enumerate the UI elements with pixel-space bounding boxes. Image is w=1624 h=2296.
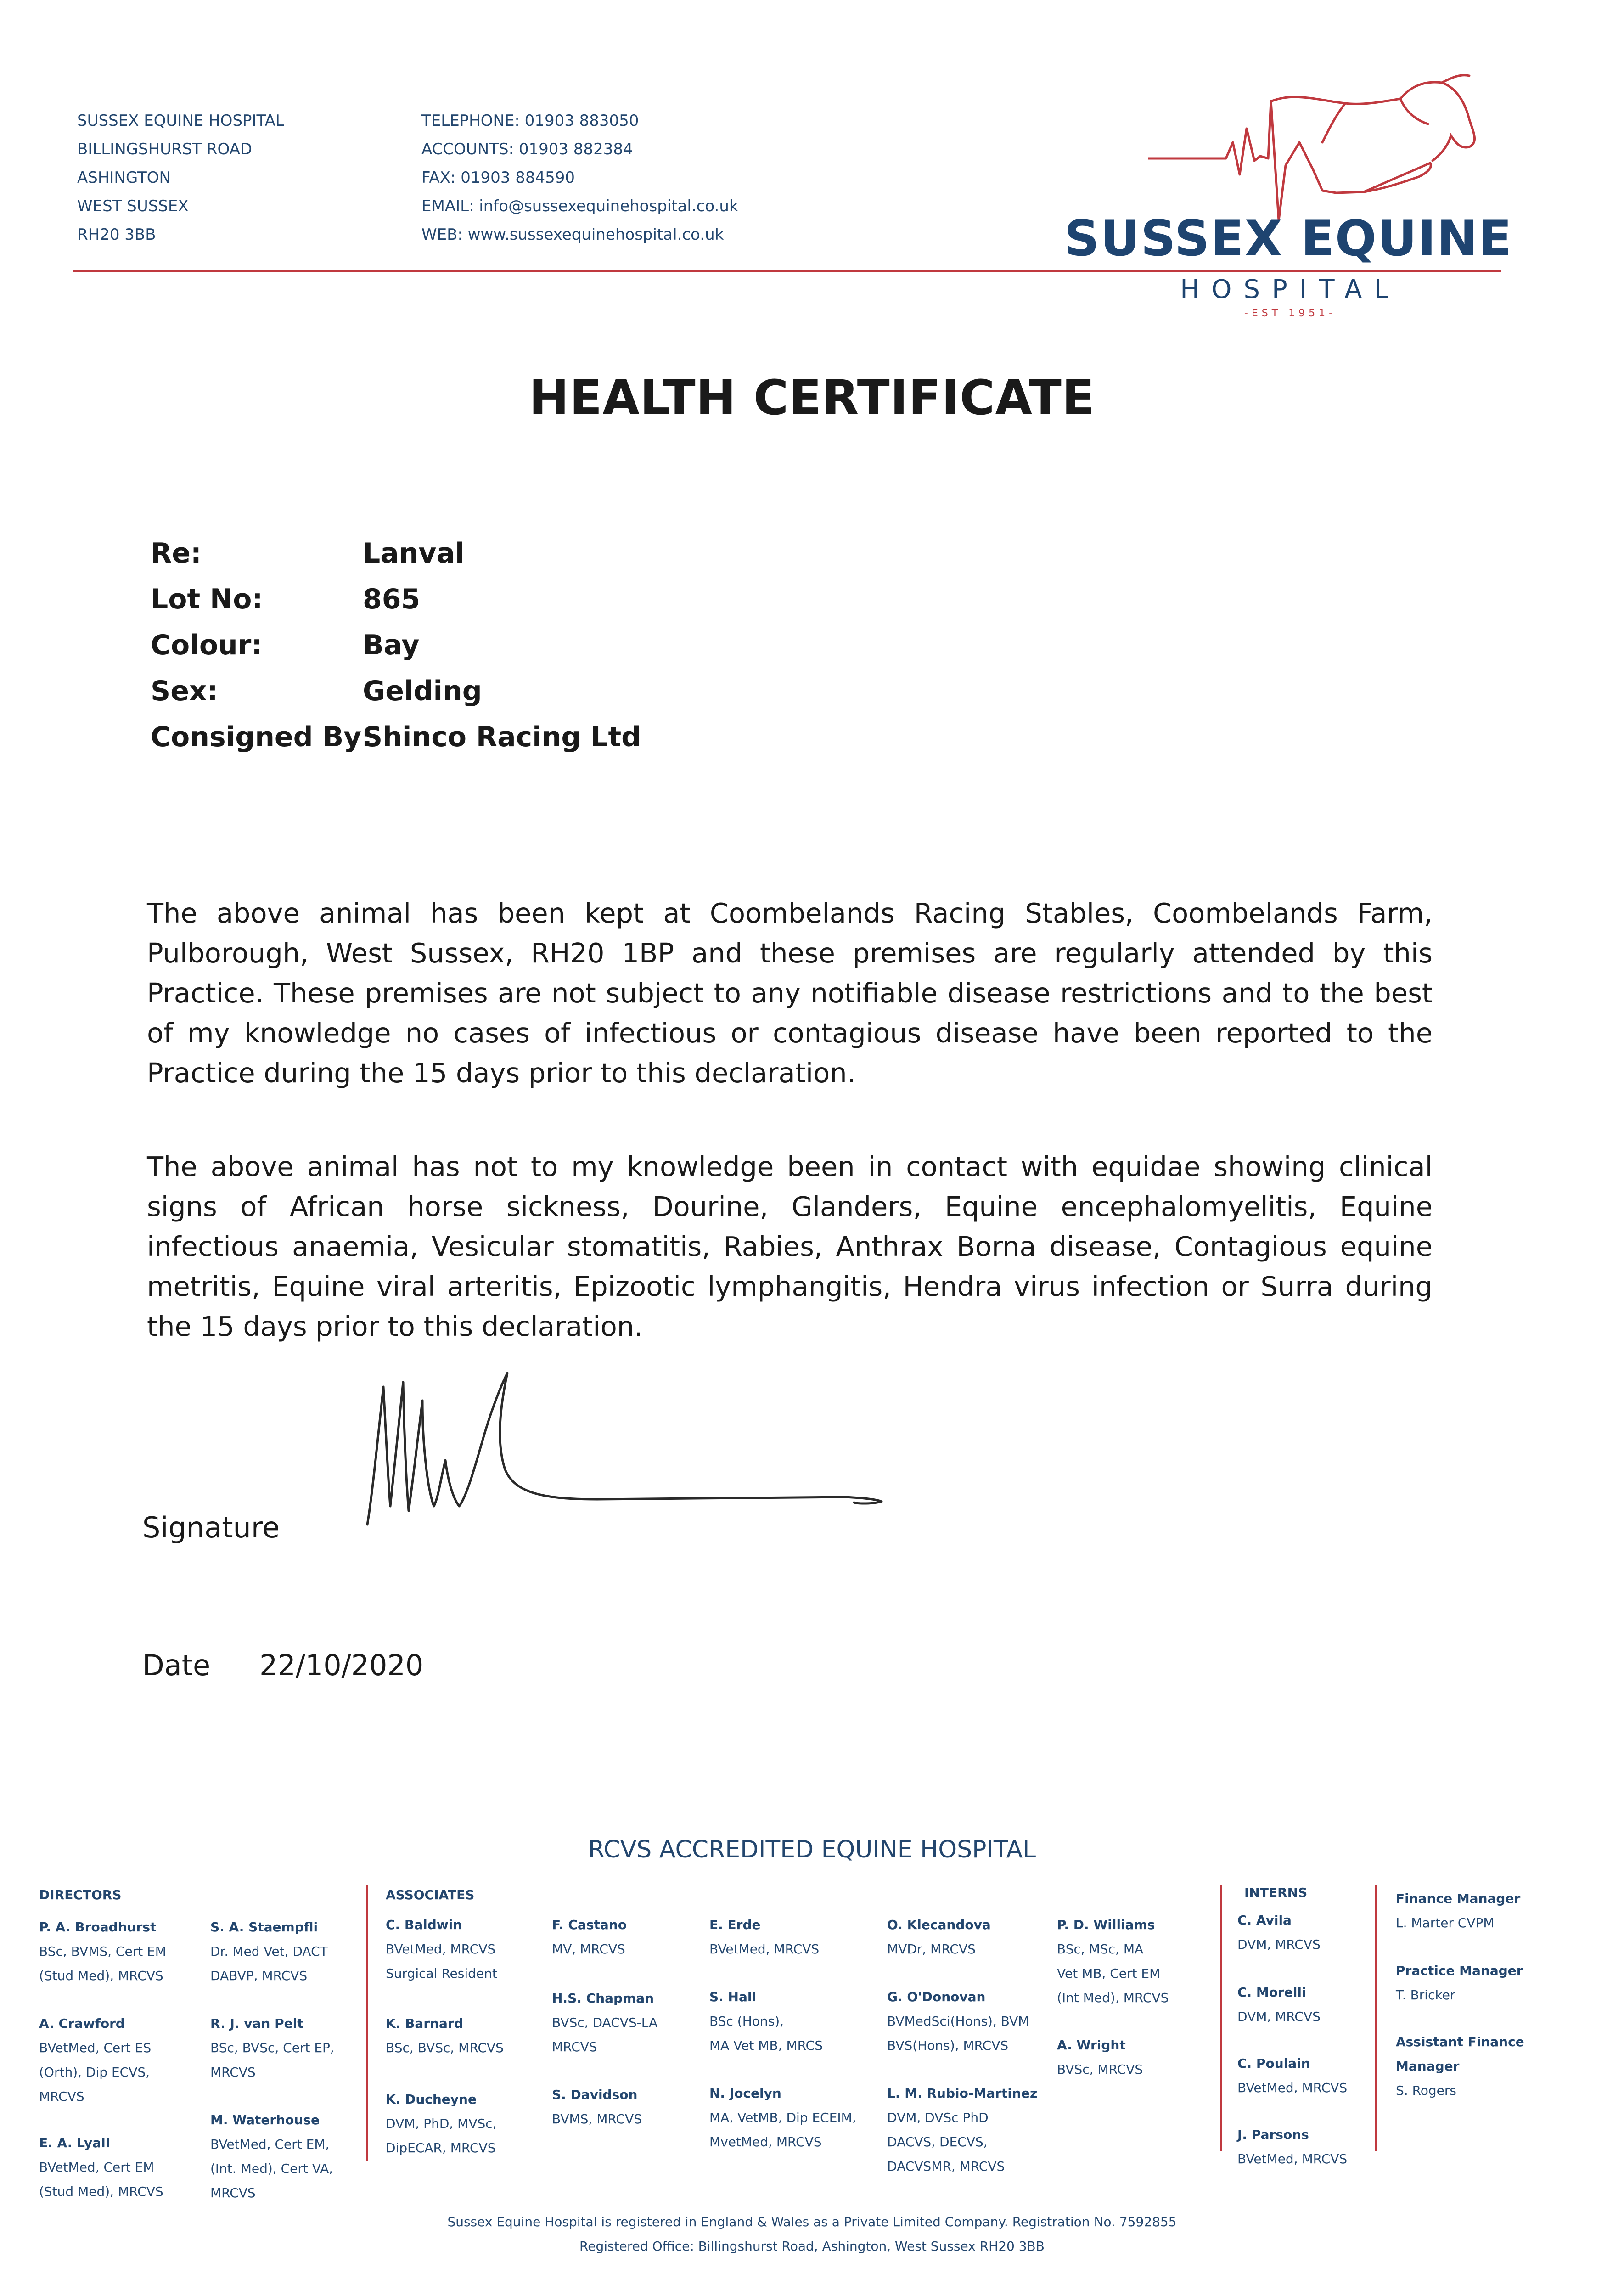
staff-quals: BVSc, DACVS-LA MRCVS (552, 2015, 658, 2054)
email-link[interactable]: EMAIL: info@sussexequinehospital.co.uk (421, 197, 738, 215)
logo-established: -EST 1951- (1244, 308, 1337, 319)
staff-name: P. A. Broadhurst (39, 1919, 157, 1935)
interns-heading: INTERNS (1244, 1885, 1308, 1900)
staff-entry (1237, 1980, 1321, 2029)
address-block (77, 107, 284, 249)
footer-divider (366, 1885, 368, 2161)
field-label: Re: (151, 537, 202, 569)
staff-person: S. Rogers (1396, 2083, 1457, 2098)
staff-person: T. Bricker (1396, 1987, 1455, 2003)
staff-quals: DVM, MRCVS (1237, 1937, 1321, 1952)
staff-entry (709, 1913, 819, 1961)
staff-quals: BVetMed, Cert ES (Orth), Dip ECVS, MRCVS (39, 2040, 152, 2104)
address-line: BILLINGSHURST ROAD (77, 140, 253, 158)
field-value: Gelding (363, 675, 482, 707)
fax: FAX: 01903 884590 (421, 169, 575, 187)
staff-entry (887, 1913, 991, 1961)
staff-name: N. Jocelyn (709, 2086, 781, 2101)
footer-divider (1220, 1885, 1222, 2151)
staff-entry (552, 1986, 657, 2059)
registration-note: Sussex Equine Hospital is registered in England & Wales as a Private Limited Company. Registration No. 7592855 (447, 2214, 1177, 2229)
field-label: Lot No: (151, 583, 263, 615)
staff-name: F. Castano (552, 1917, 627, 1932)
logo-title: SUSSEX EQUINE (1064, 210, 1513, 267)
staff-role: Finance Manager (1396, 1891, 1521, 1906)
staff-quals: BSc, BVSc, Cert EP, MRCVS (210, 2040, 334, 2080)
staff-entry (887, 2081, 1037, 2178)
staff-entry (709, 1985, 823, 2058)
field-value: 865 (363, 583, 421, 615)
handwritten-signature (349, 1359, 909, 1543)
staff-quals: BVetMed, MRCVS (1237, 2151, 1348, 2167)
address-line: RH20 3BB (77, 225, 156, 244)
footer-divider (1375, 1885, 1377, 2151)
staff-name: S. Davidson (552, 2087, 638, 2102)
staff-name: S. Hall (709, 1989, 757, 2004)
staff-name: G. O'Donovan (887, 1989, 986, 2004)
staff-entry (1057, 2033, 1143, 2082)
staff-name: L. M. Rubio-Martinez (887, 2086, 1038, 2101)
address-line: SUSSEX EQUINE HOSPITAL (77, 112, 284, 130)
staff-quals: Dr. Med Vet, DACT DABVP, MRCVS (210, 1944, 328, 1983)
staff-quals: BSc, MSc, MA Vet MB, Cert EM (Int Med), MRCVS (1057, 1941, 1169, 2005)
staff-entry (887, 1985, 1029, 2058)
field-value: Lanval (363, 537, 465, 569)
staff-quals: BVMedSci(Hons), BVM BVS(Hons), MRCVS (887, 2014, 1029, 2053)
field-label: Consigned By: (151, 721, 373, 753)
staff-quals: BSc (Hons), MA Vet MB, MRCS (709, 2014, 823, 2053)
staff-person: L. Marter CVPM (1396, 1915, 1495, 1930)
logo-subtitle: HOSPITAL (1180, 275, 1400, 304)
staff-quals: BSc, BVSc, MRCVS (386, 2040, 504, 2055)
declaration-premises: The above animal has been kept at Coombelands Racing Stables, Coombelands Farm, Pulborough, West Sussex, RH20 1BP and these premises are regularly attended by this Practice. These premises are not subject to any notifiable disease restrictions and to the best of my knowledge no cases of infectious or contagious disease have been reported to the Practice during the 15 days prior to this declaration. (147, 897, 1433, 1089)
rcvs-accreditation: RCVS ACCREDITED EQUINE HOSPITAL (588, 1836, 1036, 1863)
date-label: Date (142, 1649, 211, 1682)
staff-entry (1237, 1908, 1321, 1957)
address-line: ASHINGTON (77, 169, 171, 187)
staff-quals: BVetMed, MRCVS (709, 1941, 820, 1957)
staff-quals: MV, MRCVS (552, 1941, 625, 1957)
staff-name: K. Ducheyne (386, 2092, 477, 2107)
staff-entry (1396, 1958, 1523, 2007)
staff-entry (386, 1913, 497, 1986)
field-label: Sex: (151, 675, 218, 707)
staff-name: J. Parsons (1237, 2127, 1309, 2142)
staff-name: S. A. Staempfli (210, 1919, 318, 1935)
staff-entry (39, 1915, 166, 1988)
field-value: Bay (363, 629, 420, 661)
staff-entry (1057, 1913, 1169, 2010)
staff-entry (1237, 2051, 1347, 2100)
staff-name: H.S. Chapman (552, 1991, 654, 2006)
staff-quals: DVM, DVSc PhD DACVS, DECVS, DACVSMR, MRCVS (887, 2110, 1005, 2174)
staff-quals: MVDr, MRCVS (887, 1941, 976, 1957)
contact-block (421, 107, 738, 249)
staff-quals: MA, VetMB, Dip ECEIM, MvetMed, MRCVS (709, 2110, 856, 2150)
field-label: Colour: (151, 629, 263, 661)
signature-label: Signature (142, 1511, 280, 1544)
web-link[interactable]: WEB: www.sussexequinehospital.co.uk (421, 225, 724, 244)
declaration-contact: The above animal has not to my knowledge been in contact with equidae showing clinical signs of African horse sickness, Dourine, Glanders, Equine encephalomyelitis, Equine infectious anaemia, Vesicular stomatitis, Rabies, Anthrax Borna disease, Contagious equine metritis, Equine viral arteritis, Epizootic lymphangitis, Hendra virus infection or Surra during the 15 days prior to this declaration. (147, 1151, 1433, 1342)
staff-name: A. Wright (1057, 2037, 1126, 2053)
staff-name: A. Crawford (39, 2016, 125, 2031)
staff-quals: BVetMed, MRCVS (1237, 2080, 1348, 2095)
associates-heading: ASSOCIATES (386, 1887, 475, 1902)
staff-entry (709, 2081, 856, 2154)
staff-name: C. Baldwin (386, 1917, 462, 1932)
staff-entry (1396, 2030, 1524, 2103)
staff-entry (386, 2087, 497, 2160)
staff-name: M. Waterhouse (210, 2112, 320, 2127)
field-value: Shinco Racing Ltd (363, 721, 641, 753)
staff-entry (39, 2131, 163, 2204)
staff-entry (210, 2108, 333, 2205)
staff-name: C. Avila (1237, 1913, 1292, 1928)
staff-entry (386, 2011, 504, 2060)
document-title: HEALTH CERTIFICATE (529, 370, 1095, 426)
staff-quals: BVMS, MRCVS (552, 2111, 642, 2127)
staff-entry (1396, 1886, 1520, 1935)
staff-quals: BSc, BVMS, Cert EM (Stud Med), MRCVS (39, 1944, 166, 1983)
staff-entry (39, 2011, 151, 2109)
staff-name: O. Klecandova (887, 1917, 991, 1932)
staff-name: C. Poulain (1237, 2056, 1310, 2071)
telephone: TELEPHONE: 01903 883050 (421, 112, 639, 130)
staff-name: K. Barnard (386, 2016, 463, 2031)
staff-quals: BVetMed, Cert EM, (Int. Med), Cert VA, MRCVS (210, 2137, 333, 2200)
staff-name: R. J. van Pelt (210, 2016, 303, 2031)
staff-name: P. D. Williams (1057, 1917, 1155, 1932)
staff-entry (210, 1915, 328, 1988)
staff-quals: DVM, PhD, MVSc, DipECAR, MRCVS (386, 2116, 497, 2155)
registered-office: Registered Office: Billingshurst Road, Ashington, West Sussex RH20 3BB (579, 2239, 1045, 2254)
staff-quals: DVM, MRCVS (1237, 2009, 1321, 2024)
staff-entry (552, 2082, 642, 2131)
accounts-phone: ACCOUNTS: 01903 882384 (421, 140, 633, 158)
staff-entry (552, 1913, 627, 1961)
address-line: WEST SUSSEX (77, 197, 189, 215)
staff-quals: BVetMed, MRCVS Surgical Resident (386, 1941, 497, 1981)
date-value: 22/10/2020 (259, 1649, 424, 1682)
staff-name: E. Erde (709, 1917, 761, 1932)
directors-heading: DIRECTORS (39, 1887, 122, 1902)
staff-quals: BVSc, MRCVS (1057, 2062, 1143, 2077)
staff-name: C. Morelli (1237, 1985, 1306, 2000)
staff-role: Practice Manager (1396, 1963, 1523, 1978)
staff-quals: BVetMed, Cert EM (Stud Med), MRCVS (39, 2160, 163, 2199)
staff-name: E. A. Lyall (39, 2135, 110, 2150)
staff-entry (1237, 2122, 1347, 2171)
staff-role: Assistant Finance Manager (1396, 2034, 1524, 2074)
staff-entry (210, 2011, 334, 2084)
